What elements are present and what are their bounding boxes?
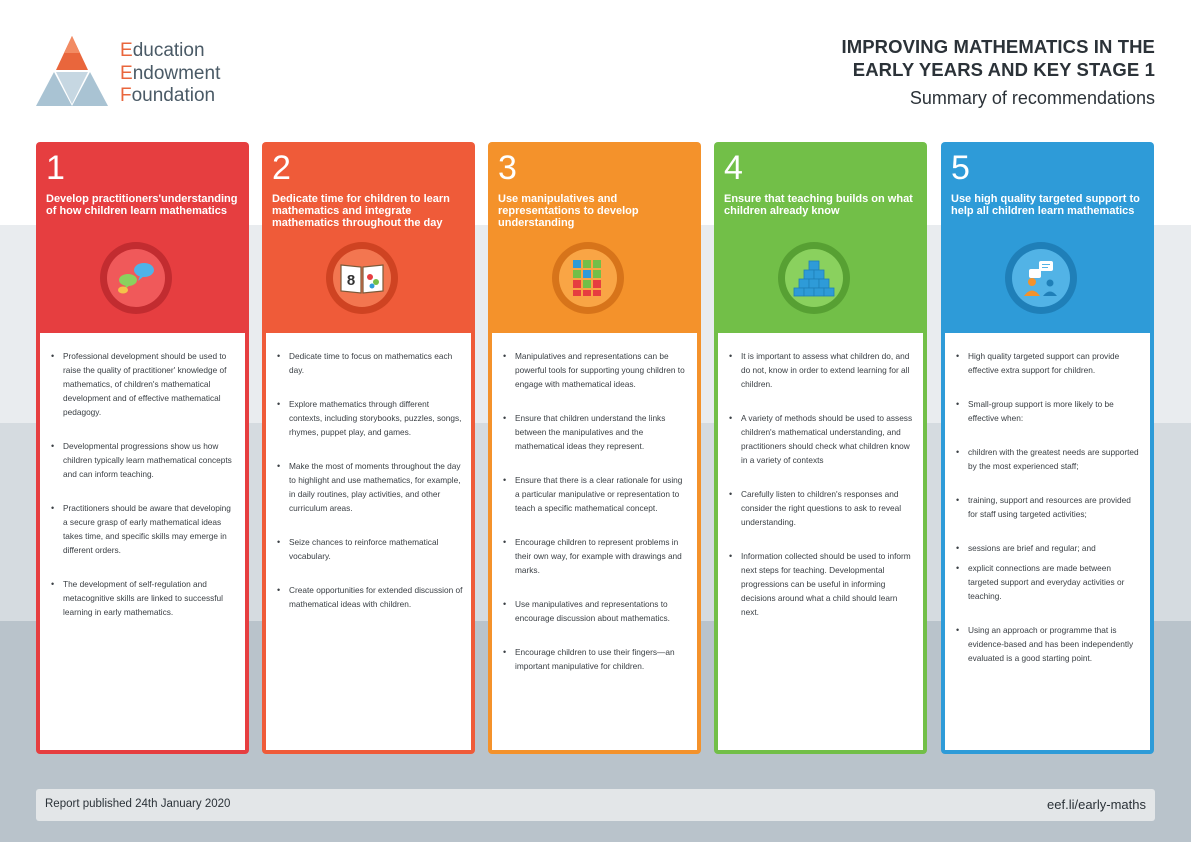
recommendation-body (945, 333, 1150, 750)
publication-date: Report published 24th January 2020 (45, 798, 231, 810)
bullet-list (955, 349, 1142, 665)
stacked-cubes-icon (778, 242, 850, 314)
bullet-item: • sessions are brief and regular; and (955, 541, 1142, 555)
recommendation-title: Dedicate time for children to learn mathematics and integrate mathematics throughout the day (272, 193, 450, 229)
bullet-item: • training, support and resources are provided for staff using targeted activities; (955, 493, 1142, 521)
bullet-item: • Ensure that children understand the links between the manipulatives and the mathematical ideas they represent. (502, 411, 689, 453)
eef-triangle-logo-icon (36, 34, 110, 106)
bullet-item: • explicit connections are made between targeted support and everyday activities or teaching. (955, 561, 1142, 603)
footer-bar (36, 789, 1155, 821)
bullet-list (276, 349, 463, 611)
recommendation-title: Ensure that teaching builds on what children already know (724, 193, 913, 217)
logo-wordmark (120, 40, 220, 108)
bullet-item: • It is important to assess what children do, and do not, know in order to extend learning for all children. (728, 349, 915, 391)
recommendation-card-4 (714, 142, 927, 754)
recommendation-body (492, 333, 697, 750)
page-subtitle: Summary of recommendations (909, 88, 1155, 108)
recommendation-card-2 (262, 142, 475, 754)
bullet-item: • children with the greatest needs are supported by the most experienced staff; (955, 445, 1142, 473)
bullet-item: • Manipulatives and representations can be powerful tools for supporting young children to engage with mathematical ideas. (502, 349, 689, 391)
recommendation-title: Use manipulatives and representations to develop understanding (498, 193, 639, 229)
recommendation-title: Use high quality targeted support to help all children learn mathematics (951, 193, 1140, 217)
bullet-item: • Carefully listen to children's responses and consider the right questions to ask to reveal understanding. (728, 487, 915, 529)
recommendation-body (40, 333, 245, 750)
bullet-item: • Make the most of moments throughout the day to highlight and use mathematics, for example, in daily routines, play activities, and other curriculum areas. (276, 459, 463, 515)
report-link[interactable]: eef.li/early-maths (1047, 797, 1146, 812)
recommendation-number: 3 (498, 149, 517, 187)
recommendation-number: 1 (46, 149, 65, 187)
people-talking-icon (1005, 242, 1077, 314)
recommendation-card-1 (36, 142, 249, 754)
bullet-item: • Small-group support is more likely to be effective when: (955, 397, 1142, 425)
speech-bubbles-icon (100, 242, 172, 314)
bullet-item: • High quality targeted support can provide effective extra support for children. (955, 349, 1142, 377)
recommendation-body (718, 333, 923, 750)
logo-line-foundation: Foundation (120, 85, 216, 106)
bullet-item: • Encourage children to represent problems in their own way, for example with drawings and marks. (502, 535, 689, 577)
recommendation-card-5 (941, 142, 1154, 754)
bullet-list (50, 349, 237, 619)
bullet-item: • Practitioners should be aware that developing a secure grasp of early mathematical ideas takes time, and specific skills may emerge in different orders. (50, 501, 237, 557)
recommendation-number: 5 (951, 149, 970, 187)
eef-logo[interactable] (36, 34, 256, 114)
page-title-line-1: IMPROVING MATHEMATICS IN THE (841, 36, 1155, 57)
page-title-line-2: EARLY YEARS AND KEY STAGE 1 (852, 59, 1155, 80)
bullet-item: • Ensure that there is a clear rationale for using a particular manipulative or representation to teach a specific mathematical concept. (502, 473, 689, 515)
page-title-block (841, 35, 1155, 109)
recommendation-body (266, 333, 471, 750)
bullet-item: • The development of self-regulation and metacognitive skills are linked to successful learning in early mathematics. (50, 577, 237, 619)
bullet-item: • Dedicate time to focus on mathematics each day. (276, 349, 463, 377)
bullet-item: • Explore mathematics through different contexts, including storybooks, puzzles, songs, rhymes, puppet play, and games. (276, 397, 463, 439)
bullet-item: • Seize chances to reinforce mathematical vocabulary. (276, 535, 463, 563)
logo-line-education: Education (120, 40, 205, 61)
bullet-item: • Using an approach or programme that is evidence-based and has been independently evaluated is a good starting point. (955, 623, 1142, 665)
bullet-item: • Developmental progressions show us how children typically learn mathematical concepts and can inform teaching. (50, 439, 237, 481)
recommendation-number: 2 (272, 149, 291, 187)
bullet-item: • Professional development should be used to raise the quality of practitioner' knowledge of mathematics, of children's mathematical development and of effective mathematical pedagogy. (50, 349, 237, 419)
recommendation-card-3 (488, 142, 701, 754)
bullet-list (502, 349, 689, 673)
storybook-icon (326, 242, 398, 314)
bullet-item: • Create opportunities for extended discussion of mathematical ideas with children. (276, 583, 463, 611)
recommendation-number: 4 (724, 149, 743, 187)
bullet-list (728, 349, 915, 619)
bullet-item: • A variety of methods should be used to assess children's mathematical understanding, and practitioners should check what children know in a variety of contexts (728, 411, 915, 467)
bullet-item: • Information collected should be used to inform next steps for teaching. Developmental progressions can be useful in informing decisions around what a child should learn next. (728, 549, 915, 619)
storybook-number: 8 (346, 272, 356, 289)
recommendation-title: Develop practitioners'understanding of how children learn mathematics (46, 193, 238, 217)
counting-blocks-icon (552, 242, 624, 314)
logo-line-endowment: Endowment (120, 62, 221, 84)
bullet-item: • Encourage children to use their fingers—an important manipulative for children. (502, 645, 689, 673)
bullet-item: • Use manipulatives and representations to encourage discussion about mathematics. (502, 597, 689, 625)
